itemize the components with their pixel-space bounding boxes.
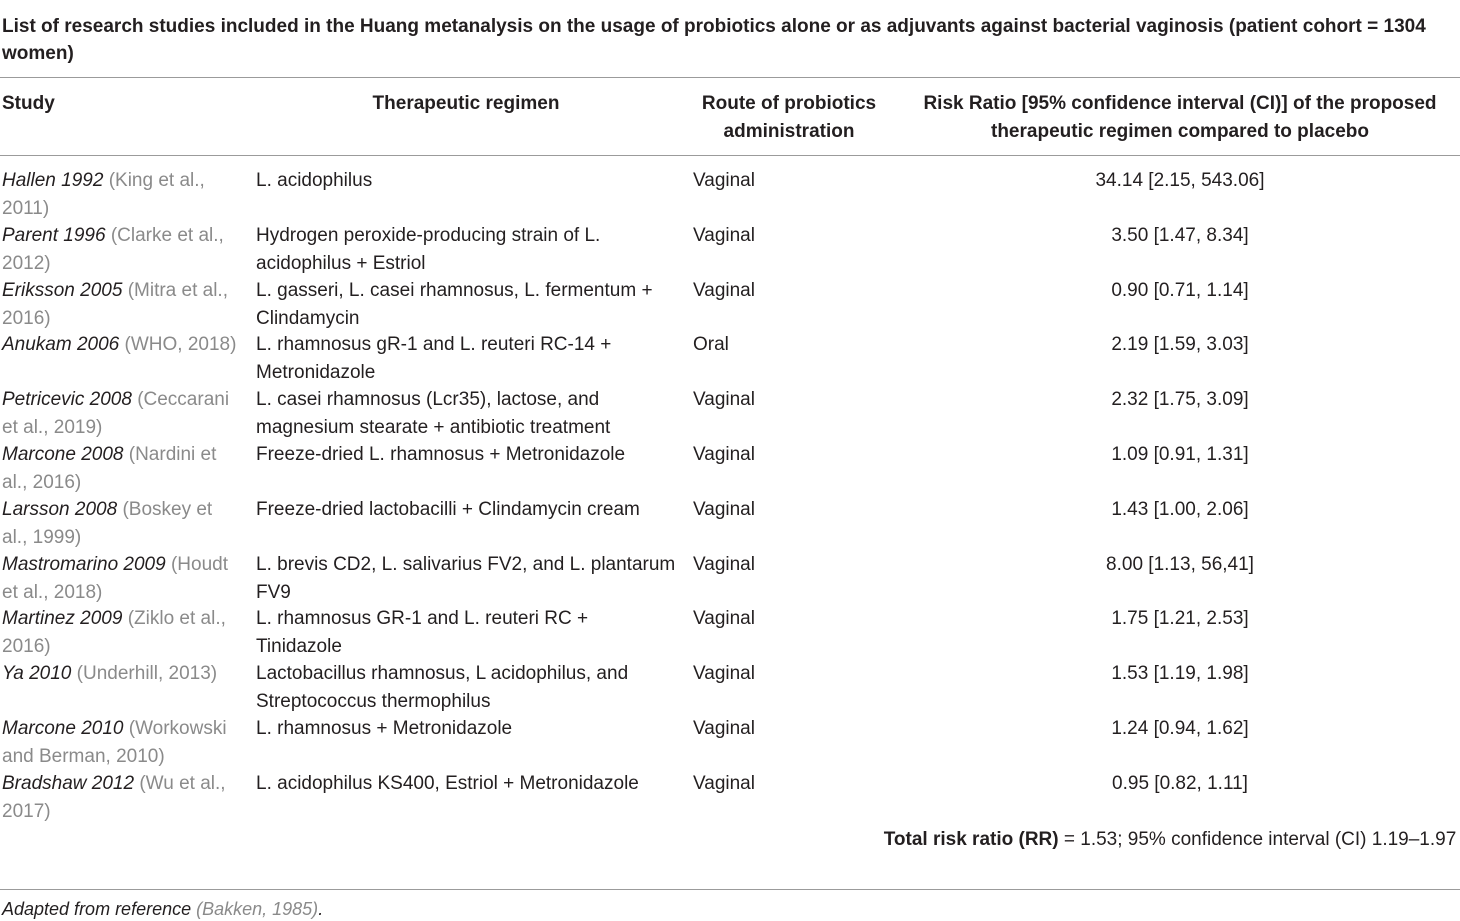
study-name: Petricevic 2008: [2, 389, 132, 410]
study-name: Marcone 2010: [2, 718, 124, 739]
route-cell: Vaginal: [693, 280, 755, 301]
regimen-cell: Freeze-dried L. rhamnosus + Metronidazole: [256, 444, 626, 465]
risk-ratio-cell: 1.24 [0.94, 1.62]: [1111, 718, 1249, 739]
regimen-cell: L. rhamnosus + Metronidazole: [256, 718, 513, 739]
route-cell: Vaginal: [693, 608, 755, 629]
study-reference: (King et al., 2011): [2, 170, 205, 219]
regimen-cell: L. acidophilus: [256, 170, 373, 191]
risk-ratio-cell: 1.75 [1.21, 2.53]: [1111, 608, 1249, 629]
risk-ratio-cell: 8.00 [1.13, 56,41]: [1106, 554, 1254, 575]
risk-ratio-cell: 0.95 [0.82, 1.11]: [1112, 773, 1248, 794]
route-cell: Vaginal: [693, 554, 755, 575]
risk-ratio-cell: 1.09 [0.91, 1.31]: [1111, 444, 1249, 465]
route-cell: Vaginal: [693, 225, 755, 246]
study-cell: [2, 605, 242, 660]
regimen-cell: L. rhamnosus gR-1 and L. reuteri RC-14 + Metronidazole: [256, 334, 612, 383]
study-reference: (Clarke et al., 2012): [2, 225, 224, 274]
risk-ratio-cell: 0.90 [0.71, 1.14]: [1111, 280, 1249, 301]
study-cell: [2, 386, 242, 441]
table-footnote: [2, 897, 323, 921]
risk-ratio-cell: 1.43 [1.00, 2.06]: [1111, 499, 1249, 520]
study-cell: [2, 167, 242, 222]
regimen-cell: L. gasseri, L. casei rhamnosus, L. fermentum + Clindamycin: [256, 280, 653, 329]
regimen-cell: L. casei rhamnosus (Lcr35), lactose, and magnesium stearate + antibiotic treatment: [256, 389, 611, 438]
route-cell: Vaginal: [693, 718, 755, 739]
study-name: Eriksson 2005: [2, 280, 123, 301]
risk-ratio-cell: 2.32 [1.75, 3.09]: [1111, 389, 1249, 410]
study-reference: (Workowski and Berman, 2010): [2, 718, 227, 767]
total-label: Total risk ratio (RR): [883, 829, 1059, 850]
risk-ratio-cell: 1.53 [1.19, 1.98]: [1111, 663, 1249, 684]
regimen-cell: L. brevis CD2, L. salivarius FV2, and L. plantarum FV9: [256, 554, 676, 603]
header-risk-ratio: Risk Ratio [95% confidence interval (CI)] of the proposed therapeutic regimen compared to placebo: [923, 93, 1437, 142]
study-cell: [2, 715, 242, 770]
study-name: Larsson 2008: [2, 499, 118, 520]
route-cell: Vaginal: [693, 389, 755, 410]
route-cell: Vaginal: [693, 170, 755, 191]
regimen-cell: Hydrogen peroxide-producing strain of L. acidophilus + Estriol: [256, 225, 601, 274]
study-reference: (Wu et al., 2017): [2, 773, 226, 822]
study-name: Anukam 2006: [2, 334, 120, 355]
study-cell: [2, 551, 242, 606]
study-cell: [2, 441, 242, 496]
header-route: Route of probiotics administration: [701, 93, 877, 142]
risk-ratio-cell: 2.19 [1.59, 3.03]: [1111, 334, 1249, 355]
study-reference: (Ceccarani et al., 2019): [2, 389, 230, 438]
study-reference: (Ziklo et al., 2016): [2, 608, 226, 657]
study-name: Mastromarino 2009: [2, 554, 166, 575]
header-regimen: Therapeutic regimen: [372, 93, 560, 114]
study-cell: [2, 331, 242, 359]
regimen-cell: Freeze-dried lactobacilli + Clindamycin cream: [256, 499, 640, 520]
study-name: Ya 2010: [2, 663, 72, 684]
study-cell: [2, 222, 242, 277]
route-cell: Vaginal: [693, 499, 755, 520]
study-name: Parent 1996: [2, 225, 106, 246]
regimen-cell: Lactobacillus rhamnosus, L acidophilus, and Streptococcus thermophilus: [256, 663, 629, 712]
study-cell: [2, 496, 242, 551]
study-reference: (Underhill, 2013): [76, 663, 218, 684]
route-cell: Vaginal: [693, 444, 755, 465]
regimen-cell: L. rhamnosus GR-1 and L. reuteri RC + Tinidazole: [256, 608, 589, 657]
study-reference: (Houdt et al., 2018): [2, 554, 229, 603]
footnote-prefix: Adapted from reference: [2, 899, 197, 919]
total-risk-ratio: [880, 826, 1460, 854]
risk-ratio-cell: 34.14 [2.15, 543.06]: [1095, 170, 1265, 191]
header-rule: [0, 155, 1460, 156]
study-cell: [2, 660, 242, 688]
header-study: Study: [2, 93, 55, 114]
risk-ratio-cell: 3.50 [1.47, 8.34]: [1111, 225, 1249, 246]
regimen-cell: L. acidophilus KS400, Estriol + Metronidazole: [256, 773, 639, 794]
study-cell: [2, 770, 242, 825]
footnote-suffix: .: [318, 899, 324, 919]
top-rule: [0, 77, 1460, 78]
study-name: Marcone 2008: [2, 444, 124, 465]
study-cell: [2, 277, 242, 332]
route-cell: Vaginal: [693, 773, 755, 794]
footnote-reference: (Bakken, 1985): [196, 899, 319, 919]
route-cell: Oral: [693, 334, 729, 355]
study-reference: (Boskey et al., 1999): [2, 499, 213, 548]
table-caption: List of research studies included in the Huang metanalysis on the usage of probiotics alone or as adjuvants against bacterial vaginosis (patient cohort = 1304 women): [2, 16, 1426, 64]
total-value: = 1.53; 95% confidence interval (CI) 1.19–1.97: [1058, 829, 1457, 850]
study-reference: (Mitra et al., 2016): [2, 280, 228, 329]
study-name: Bradshaw 2012: [2, 773, 135, 794]
bottom-rule: [0, 889, 1460, 890]
study-name: Hallen 1992: [2, 170, 104, 191]
study-name: Martinez 2009: [2, 608, 123, 629]
study-reference: (Nardini et al., 2016): [2, 444, 217, 493]
study-reference: (WHO, 2018): [124, 334, 237, 355]
route-cell: Vaginal: [693, 663, 755, 684]
